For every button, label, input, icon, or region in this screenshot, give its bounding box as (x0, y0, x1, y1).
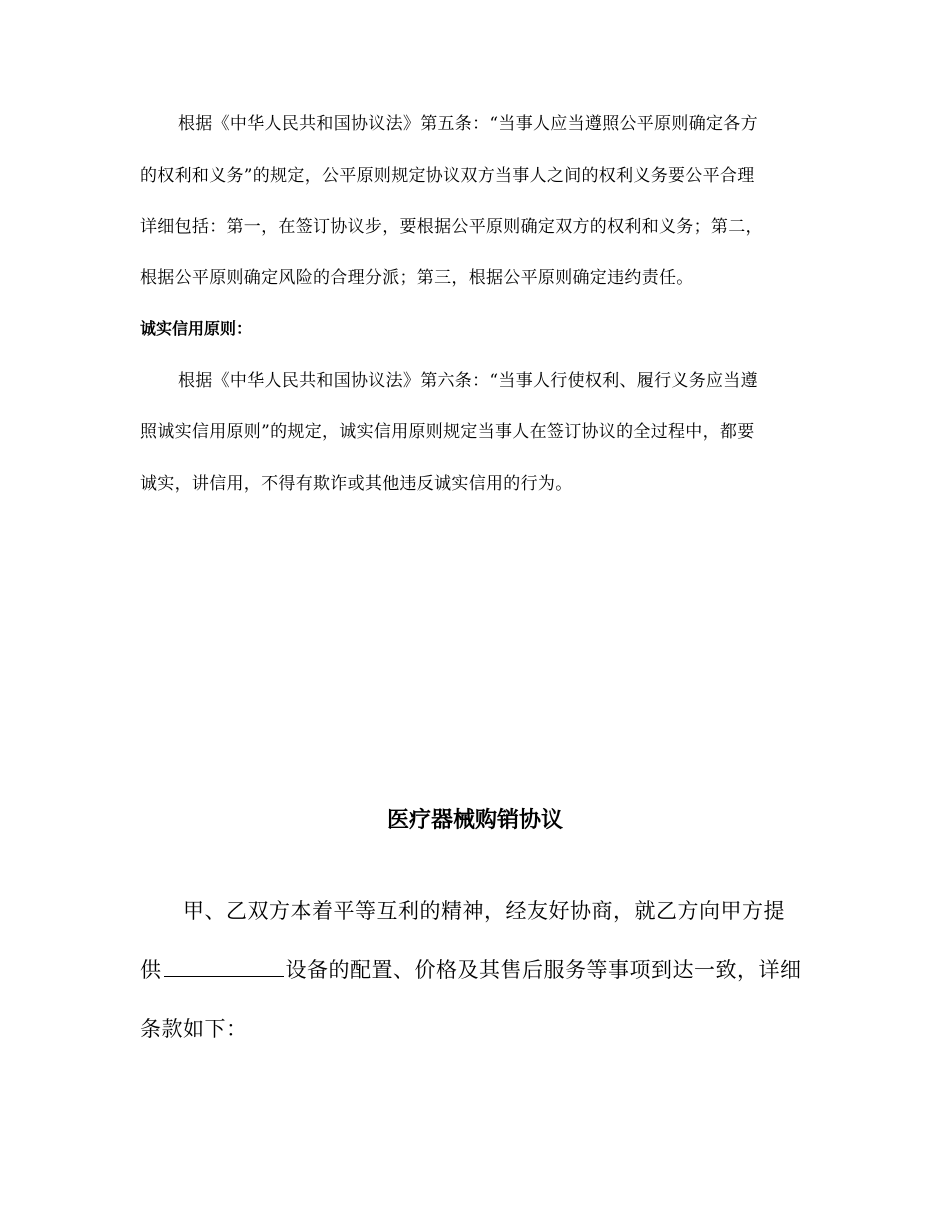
device-name-blank[interactable] (164, 956, 284, 977)
contract-line-2-start: 供 (140, 958, 162, 982)
contract-line-1: 甲、乙双方本着平等互利的精神，经友好协商，就乙方向甲方提 (183, 899, 785, 923)
good-faith-line-1: 根据《中华人民共和国协议法》第六条：“当事人行使权利、履行义务应当遵 (178, 371, 758, 391)
contract-title: 医疗器械购销协议 (386, 808, 563, 833)
fairness-line-2: 的权利和义务”的规定，公平原则规定协议双方当事人之间的权利义务要公平合理 (140, 166, 755, 186)
fairness-line-1: 根据《中华人民共和国协议法》第五条：“当事人应当遵照公平原则确定各方 (178, 114, 758, 134)
contract-line-2-end: 设备的配置、价格及其售后服务等事项到达一致，详细 (285, 958, 802, 982)
good-faith-line-3: 诚实，讲信用，不得有欺诈或其他违反诚实信用的行为。 (140, 474, 573, 494)
contract-line-3: 条款如下： (140, 1017, 248, 1041)
fairness-line-3: 详细包括：第一，在签订协议步，要根据公平原则确定双方的权利和义务；第二， (140, 217, 763, 237)
fairness-line-4: 根据公平原则确定风险的合理分派；第三，根据公平原则确定违约责任。 (140, 268, 694, 288)
good-faith-heading: 诚实信用原则： (140, 319, 253, 338)
contract-line-2 (140, 955, 802, 985)
good-faith-line-2: 照诚实信用原则”的规定，诚实信用原则规定当事人在签订协议的全过程中，都要 (140, 422, 755, 442)
